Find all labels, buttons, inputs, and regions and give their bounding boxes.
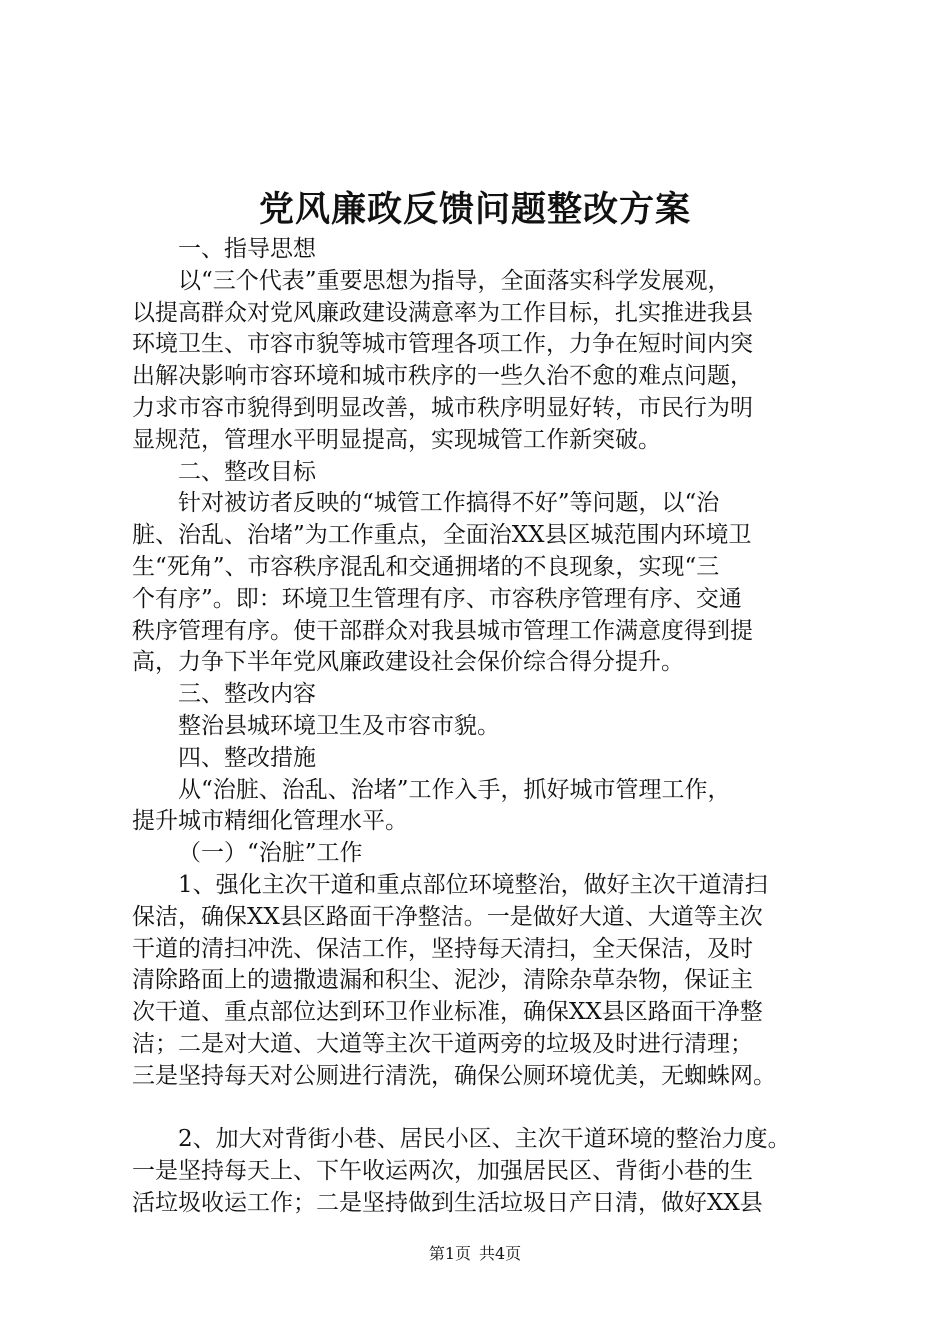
- page-footer: [0, 1243, 950, 1265]
- paragraph-line: 出解决影响市容环境和城市秩序的一些久治不愈的难点问题，: [132, 363, 753, 390]
- paragraph-line: 脏、治乱、治堵”为工作重点，全面治XX县区城范围内环境卫: [132, 522, 752, 549]
- document-title: 党风廉政反馈问题整改方案: [258, 189, 691, 230]
- paragraph-line: 提升城市精细化管理水平。: [132, 808, 408, 835]
- paragraph-line: 整治县城环境卫生及市容市貌。: [178, 712, 500, 739]
- paragraph-line: 干道的清扫冲洗、保洁工作，坚持每天清扫，全天保洁，及时: [132, 935, 753, 962]
- paragraph-line: 显规范，管理水平明显提高，实现城管工作新突破。: [132, 426, 661, 453]
- subsection-heading: （一）“治脏”工作: [178, 840, 363, 867]
- paragraph-line: 以提高群众对党风廉政建设满意率为工作目标，扎实推进我县: [132, 299, 753, 326]
- section-heading-guiding-ideology: 一、指导思想: [178, 236, 316, 262]
- paragraph-line: 保洁，确保XX县区路面干净整洁。一是做好大道、大道等主次: [132, 903, 763, 930]
- paragraph-line: 一是坚持每天上、下午收运两次，加强居民区、背街小巷的生: [132, 1158, 753, 1185]
- paragraph-line: 力求市容市貌得到明显改善，城市秩序明显好转，市民行为明: [132, 394, 753, 421]
- paragraph-line: 1、强化主次干道和重点部位环境整治，做好主次干道清扫: [178, 871, 768, 898]
- paragraph-line: 秩序管理有序。使干部群众对我县城市管理工作满意度得到提: [132, 617, 753, 644]
- paragraph-line: 针对被访者反映的“城管工作搞得不好”等问题，以“治: [178, 490, 720, 517]
- paragraph-line: 三是坚持每天对公厕进行清洗，确保公厕环境优美，无蜘蛛网。: [132, 1062, 776, 1089]
- paragraph-line: 活垃圾收运工作；二是坚持做到生活垃圾日产日清，做好XX县: [132, 1189, 763, 1216]
- section-heading-rectification-measures: 四、整改措施: [178, 744, 316, 771]
- paragraph-spacer: [132, 1093, 852, 1125]
- paragraph-line: 洁；二是对大道、大道等主次干道两旁的垃圾及时进行清理；: [132, 1030, 753, 1057]
- section-heading-rectification-content: 三、整改内容: [178, 681, 316, 708]
- paragraph-line: 2、加大对背街小巷、居民小区、主次干道环境的整治力度。: [178, 1126, 791, 1153]
- page-total: 共4页: [479, 1244, 522, 1263]
- page-number: 第1页: [428, 1244, 471, 1263]
- paragraph-line: 高，力争下半年党风廉政建设社会保价综合得分提升。: [132, 649, 684, 676]
- paragraph-line: 次干道、重点部位达到环卫作业标准，确保XX县区路面干净整: [132, 999, 763, 1026]
- document-body: [132, 234, 852, 1220]
- paragraph-line: 从“治脏、治乱、治堵”工作入手，抓好城市管理工作，: [178, 776, 731, 803]
- section-heading-rectification-goals: 二、整改目标: [178, 458, 316, 485]
- paragraph-line: 环境卫生、市容市貌等城市管理各项工作，力争在短时间内突: [132, 331, 753, 358]
- paragraph-line: 以“三个代表”重要思想为指导，全面落实科学发展观，: [178, 267, 731, 294]
- paragraph-line: 生“死角”、市容秩序混乱和交通拥堵的不良现象，实现“三: [132, 553, 720, 580]
- paragraph-line: 个有序”。即：环境卫生管理有序、市容秩序管理有序、交通: [132, 585, 742, 612]
- paragraph-line: 清除路面上的遗撒遗漏和积尘、泥沙，清除杂草杂物，保证主: [132, 967, 753, 994]
